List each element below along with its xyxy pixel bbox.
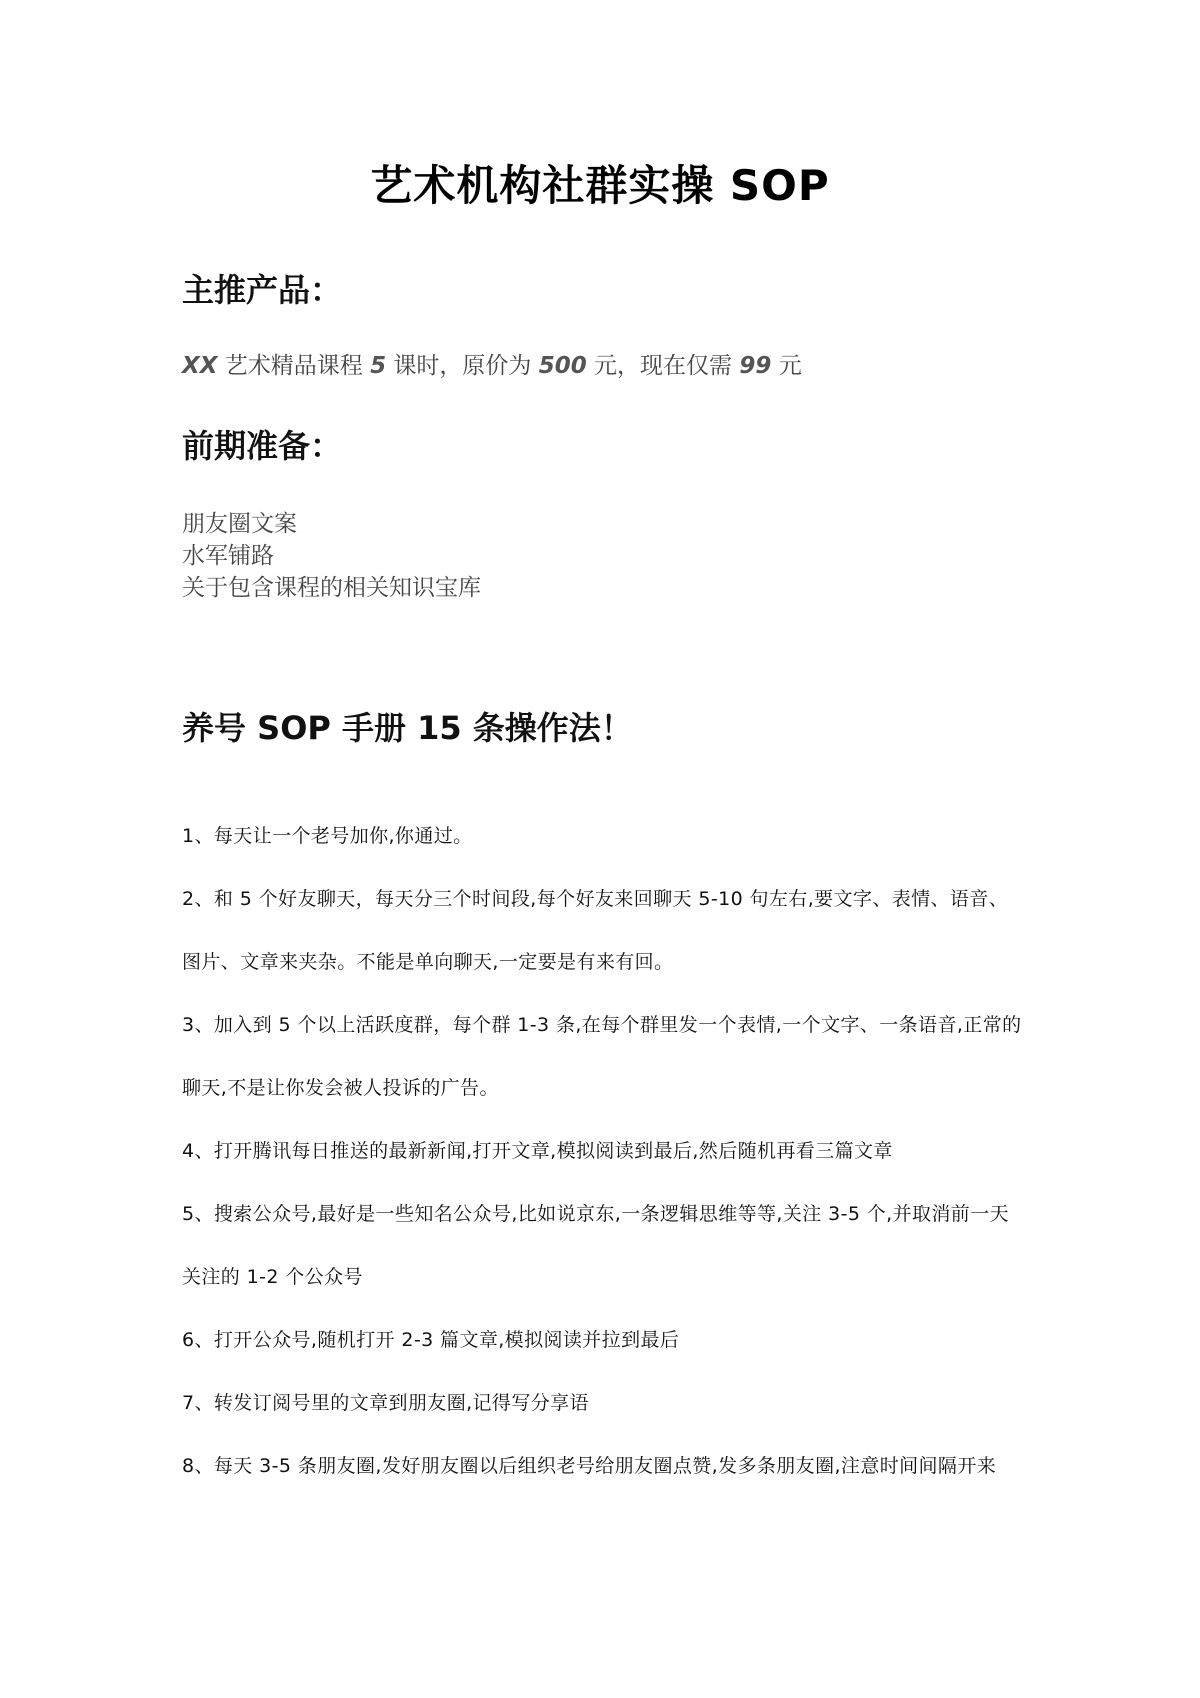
preparation-list	[182, 508, 481, 604]
sop-step: 6、打开公众号,随机打开 2-3 篇文章,模拟阅读并拉到最后	[182, 1329, 680, 1351]
product-text-2: 课时，原价为	[386, 353, 539, 379]
lesson-count: 5	[370, 353, 387, 379]
sop-steps-list	[182, 805, 1022, 1498]
main-product-heading: 主推产品：	[182, 271, 343, 309]
main-product-description	[182, 348, 802, 384]
sop-heading: 养号 SOP 手册 15 条操作法！	[182, 709, 633, 747]
product-text-4: 元	[771, 353, 802, 379]
sop-step: 7、转发订阅号里的文章到朋友圈,记得写分享语	[182, 1392, 589, 1414]
current-price: 99	[739, 353, 772, 379]
sop-step: 4、打开腾讯每日推送的最新新闻,打开文章,模拟阅读到最后,然后随机再看三篇文章	[182, 1140, 893, 1162]
preparation-heading: 前期准备：	[182, 427, 343, 465]
product-text-3: 元，现在仅需	[586, 353, 740, 379]
document-title: 艺术机构社群实操 SOP	[370, 161, 830, 210]
list-item: 水军铺路	[182, 543, 274, 569]
sop-step: 8、每天 3-5 条朋友圈,发好朋友圈以后组织老号给朋友圈点赞,发多条朋友圈,注意时间间隔开来	[182, 1455, 997, 1477]
product-name-prefix: XX	[182, 353, 218, 379]
original-price: 500	[538, 353, 587, 379]
sop-step: 3、加入到 5 个以上活跃度群，每个群 1-3 条,在每个群里发一个表情,一个文字、一条语音,正常的聊天,不是让你发会被人投诉的广告。	[182, 1014, 1022, 1099]
sop-step: 1、每天让一个老号加你,你通过。	[182, 825, 473, 847]
product-text-1: 艺术精品课程	[217, 353, 371, 379]
list-item: 关于包含课程的相关知识宝库	[182, 575, 481, 601]
list-item: 朋友圈文案	[182, 511, 297, 537]
sop-step: 2、和 5 个好友聊天，每天分三个时间段,每个好友来回聊天 5-10 句左右,要文字、表情、语音、图片、文章来夹杂。不能是单向聊天,一定要是有来有回。	[182, 888, 1009, 973]
sop-step: 5、搜索公众号,最好是一些知名公众号,比如说京东,一条逻辑思维等等,关注 3-5 个,并取消前一天关注的 1-2 个公众号	[182, 1203, 1009, 1288]
